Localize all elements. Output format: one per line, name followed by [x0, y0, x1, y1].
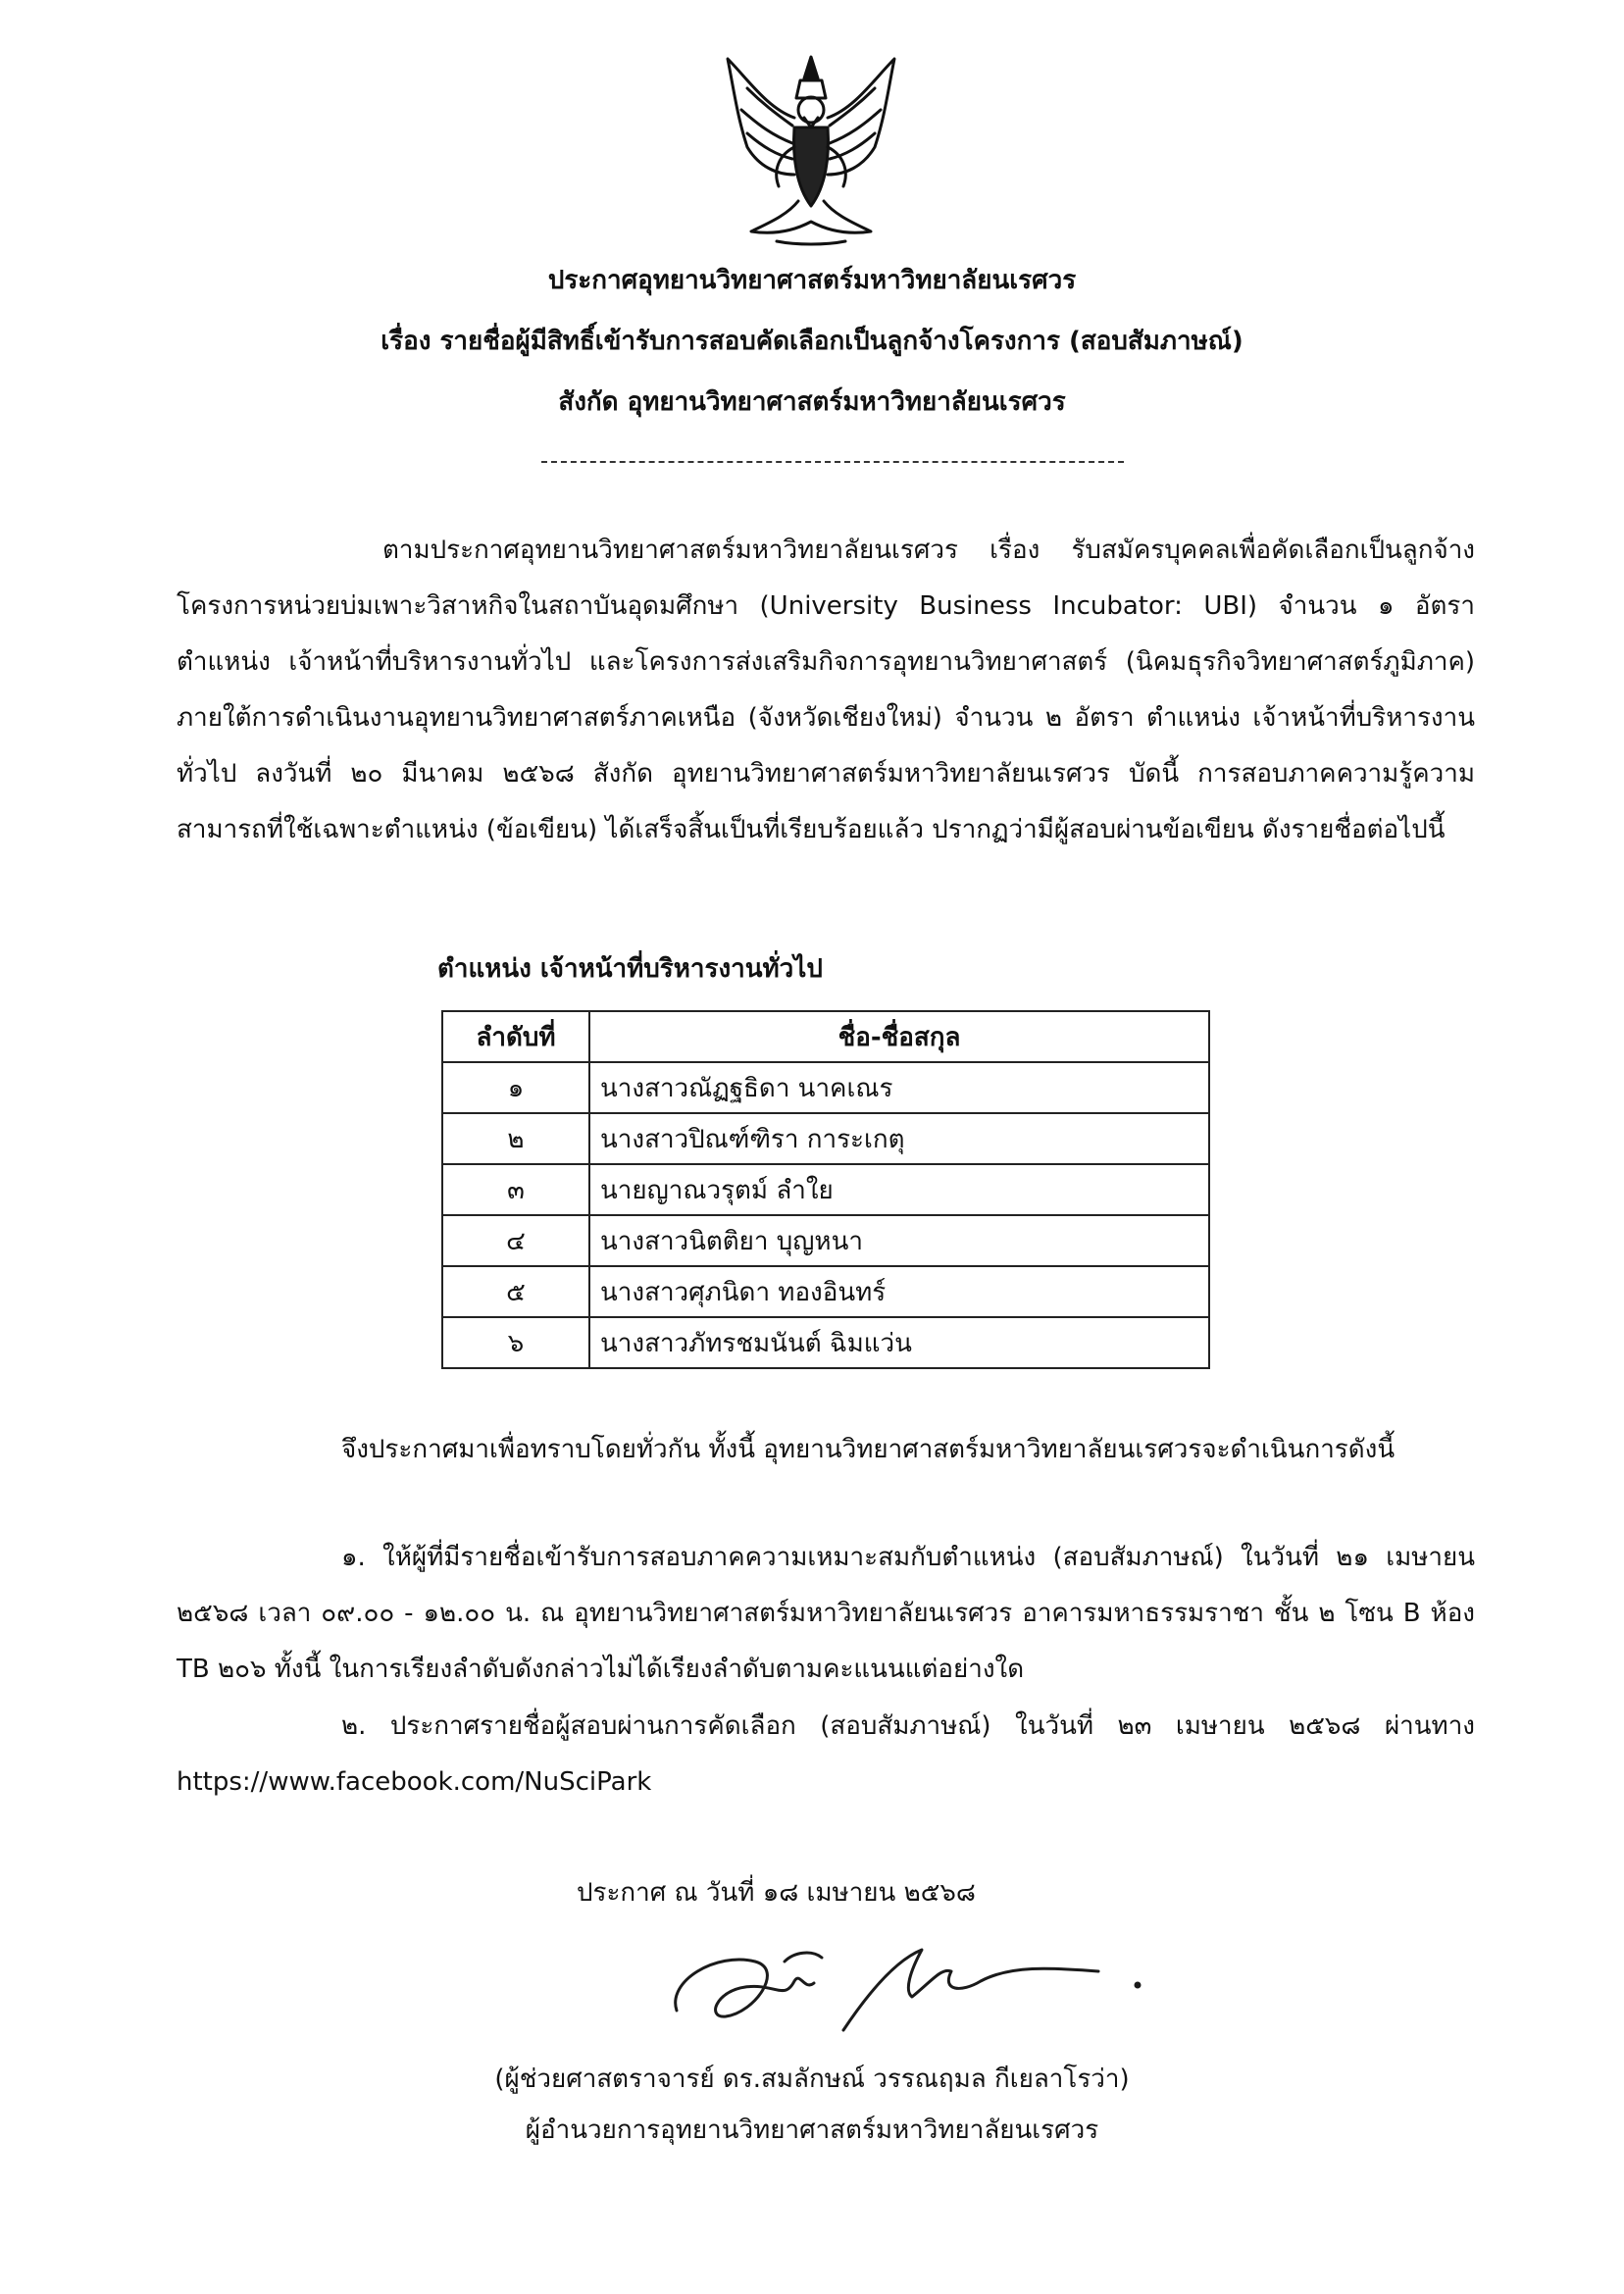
signer-title: ผู้อำนวยการอุทยานวิทยาศาสตร์มหาวิทยาลัยนเรศวร: [525, 2116, 1099, 2145]
candidate-table: [441, 1010, 1210, 1369]
header-divider: [541, 461, 1124, 463]
instruction-item-2: ๒. ประกาศรายชื่อผู้สอบผ่านการคัดเลือก (สอบสัมภาษณ์) ในวันที่ ๒๓ เมษายน ๒๕๖๘ ผ่านทาง https://www.facebook.com/NuSciPark: [177, 1711, 1475, 1797]
row-order: ๕: [442, 1266, 589, 1317]
row-order: ๑: [442, 1062, 589, 1113]
signature-icon: [647, 1922, 1157, 2050]
table-row: [442, 1317, 1209, 1368]
signer-name: (ผู้ช่วยศาสตราจารย์ ดร.สมลักษณ์ วรรณฤมล กีเยลาโรว่า): [494, 2065, 1130, 2094]
intro-paragraph: ตามประกาศอุทยานวิทยาศาสตร์มหาวิทยาลัยนเรศวร เรื่อง รับสมัครบุคคลเพื่อคัดเลือกเป็นลูกจ้างโครงการหน่วยบ่มเพาะวิสาหกิจในสถาบันอุดมศึกษา (University Business Incubator: UBI) จำนวน ๑ อัตรา ตำแหน่ง เจ้าหน้าที่บริหารงานทั่วไป และโครงการส่งเสริมกิจการอุทยานวิทยาศาสตร์ (นิคมธุรกิจวิทยาศาสตร์ภูมิภาค) ภายใต้การดำเนินงานอุทยานวิทยาศาสตร์ภาคเหนือ (จังหวัดเชียงใหม่) จำนวน ๒ อัตรา ตำแหน่ง เจ้าหน้าที่บริหารงานทั่วไป ลงวันที่ ๒๐ มีนาคม ๒๕๖๘ สังกัด อุทยานวิทยาศาสตร์มหาวิทยาลัยนเรศวร บัดนี้ การสอบภาคความรู้ความสามารถที่ใช้เฉพาะตำแหน่ง (ข้อเขียน) ได้เสร็จสิ้นเป็นที่เรียบร้อยแล้ว ปรากฏว่ามีผู้สอบผ่านข้อเขียน ดังรายชื่อต่อไปนี้: [177, 535, 1475, 844]
table-row: [442, 1215, 1209, 1266]
row-name: นางสาวณัฏฐธิดา นาคเณร: [589, 1062, 1209, 1113]
announcement-date: ประกาศ ณ วันที่ ๑๘ เมษายน ๒๕๖๘: [577, 1878, 976, 1908]
row-order: ๒: [442, 1113, 589, 1164]
announcement-subject: เรื่อง รายชื่อผู้มีสิทธิ์เข้ารับการสอบคัดเลือกเป็นลูกจ้างโครงการ (สอบสัมภาษณ์): [381, 327, 1243, 356]
position-heading: ตำแหน่ง เจ้าหน้าที่บริหารงานทั่วไป: [437, 954, 823, 984]
table-header-row: [442, 1011, 1209, 1062]
garuda-emblem-icon: [708, 49, 914, 255]
column-header-name: ชื่อ-ชื่อสกุล: [589, 1011, 1209, 1062]
column-header-order: ลำดับที่: [442, 1011, 589, 1062]
row-name: นางสาวภัทรชมนันต์ ฉิมแว่น: [589, 1317, 1209, 1368]
row-name: นางสาวศุภนิดา ทองอินทร์: [589, 1266, 1209, 1317]
row-name: นายญาณวรุตม์ ลำใย: [589, 1164, 1209, 1215]
row-order: ๖: [442, 1317, 589, 1368]
instruction-item-1: ๑. ให้ผู้ที่มีรายชื่อเข้ารับการสอบภาคความเหมาะสมกับตำแหน่ง (สอบสัมภาษณ์) ในวันที่ ๒๑ เมษายน ๒๕๖๘ เวลา ๐๙.๐๐ - ๑๒.๐๐ น. ณ อุทยานวิทยาศาสตร์มหาวิทยาลัยนเรศวร อาคารมหาธรรมราชา ชั้น ๒ โซน B ห้อง TB ๒๐๖ ทั้งนี้ ในการเรียงลำดับดังกล่าวไม่ได้เรียงลำดับตามคะแนนแต่อย่างใด: [177, 1543, 1475, 1684]
row-name: นางสาวนิตติยา บุญหนา: [589, 1215, 1209, 1266]
row-order: ๔: [442, 1215, 589, 1266]
table-row: [442, 1164, 1209, 1215]
table-row: [442, 1113, 1209, 1164]
announcement-title: ประกาศอุทยานวิทยาศาสตร์มหาวิทยาลัยนเรศวร: [547, 266, 1077, 295]
row-order: ๓: [442, 1164, 589, 1215]
announcement-paragraph: จึงประกาศมาเพื่อทราบโดยทั่วกัน ทั้งนี้ อุทยานวิทยาศาสตร์มหาวิทยาลัยนเรศวรจะดำเนินการดังนี้: [341, 1435, 1396, 1464]
announcement-affiliation: สังกัด อุทยานวิทยาศาสตร์มหาวิทยาลัยนเรศวร: [558, 387, 1066, 417]
row-name: นางสาวปิณฑ์ฑิรา การะเกตุ: [589, 1113, 1209, 1164]
table-row: [442, 1062, 1209, 1113]
table-row: [442, 1266, 1209, 1317]
